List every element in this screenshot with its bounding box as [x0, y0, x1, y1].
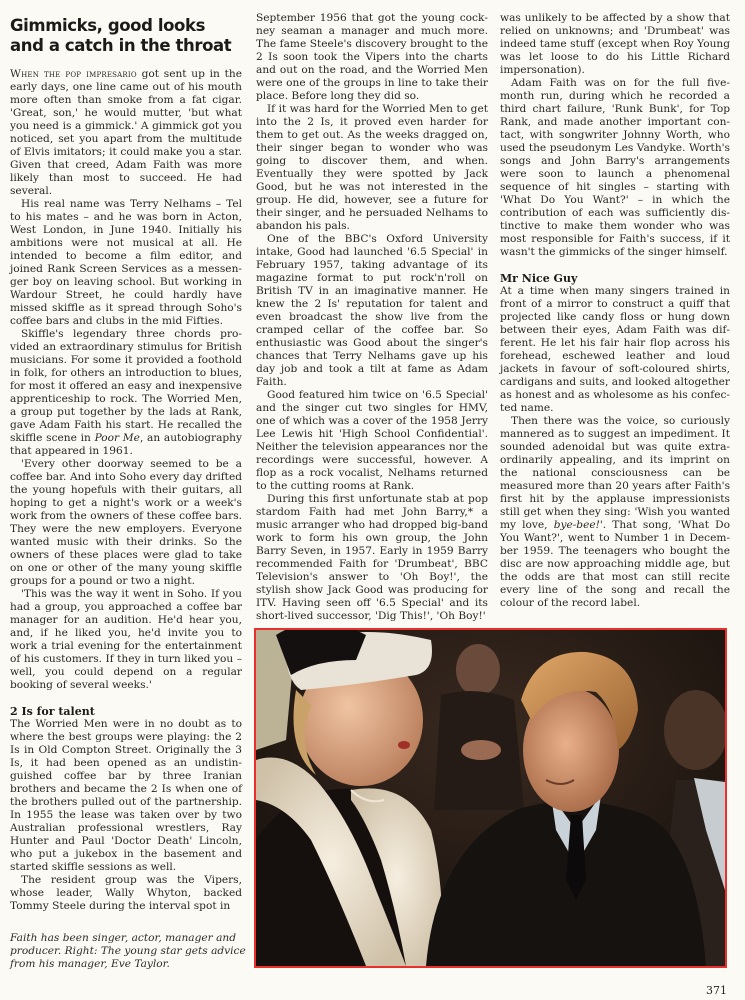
paragraph: At a time when many singers trained in front of a mirror to construct a quiff that projected like candy floss or hung down between their eyes, Adam Faith was different. He let his fair hair flop across his forehead, eschewed leather and loud jackets in favour of soft-coloured shirts, cardigans and suits, and looked altogether as honest and as wholesome as his confected name. [500, 285, 730, 414]
photo-caption: Faith has been singer, actor, manager and producer. Right: The young star gets advice from his manager, Eve Taylor. [10, 932, 246, 970]
paragraph-text: Then there was the voice, so curiously mannered as to suggest an impediment. It sounded adenoidal but was quite extraordinarily appealing, and its imprint on the national consciousness can be measured more than 20 years after Faith's first hit by the applause impressionists still get when they sing: 'Wish you wanted my love, [500, 415, 730, 531]
paragraph: 'Every other doorway seemed to be a coffee bar. And into Soho every day drifted the young hopefuls with their guitars, all hoping to get a night's work or a week's work from the owners of these coffee bars. They were the new employers. Everyone wanted music with their drinks. So the owners of these places were glad to take on one or other of the many young skiffle groups for a pound or two a night. [10, 458, 242, 587]
lead-in-small-caps: When the pop impresario [10, 68, 137, 80]
photo-faith-and-manager [254, 628, 727, 968]
paragraph: One of the BBC's Oxford University intake, Good had launched '6.5 Special' in February 1957, taking advantage of its magazine format to put rock'n'roll on British TV in an imaginative manner. He knew the 2 Is' reputation for talent and even broadcast the show live from the cramped cellar of the coffee bar. So enthusiastic was Good about the singer's chances that Terry Nelhams gave up his day job and took a tilt at fame as Adam Faith. [256, 233, 488, 388]
column-2 [256, 12, 488, 623]
paragraph: During this first unfortunate stab at pop stardom Faith had met John Barry,* a music arranger who had dropped big-band work to form his own group, the John Barry Seven, in 1957. Early in 1959 Barry recommended Faith for 'Drumbeat', BBC Television's answer to 'Oh Boy!', the stylish show Jack Good was producing for ITV. Having seen off '6.5 Special' and its short-lived successor, 'Dig This!', 'Oh Boy!' [256, 493, 488, 622]
lyric-emphasis: bye-bee! [553, 519, 600, 531]
paragraph: If it was hard for the Worried Men to get into the 2 Is, it proved even harder for them to get out. As the weeks dragged on, their singer began to wonder who was going to discover them, and when. Eventually they were spotted by Jack Good, but he was not interested in the group. He did, however, see a future for their singer, and he persuaded Nelhams to abandon his pals. [256, 103, 488, 232]
paragraph-text: , an autobiography that appeared in 1961. [10, 432, 242, 457]
paragraph: The resident group was the Vipers, whose leader, Wally Whyton, backed Tommy Steele during the interval spot in [10, 874, 242, 912]
column-1 [10, 12, 242, 913]
subheading-mr-nice-guy: Mr Nice Guy [500, 272, 578, 285]
paragraph: His real name was Terry Nelhams – Tel to his mates – and he was born in Acton, West London, in June 1940. Initially his ambitions were not musical at all. He intended to become a film editor, and joined Rank Screen Services as a messenger boy on leaving school. But working in Wardour Street, he could hardly have missed skiffle as it spread through Soho's coffee bars and clubs in the mid Fifties. [10, 198, 242, 327]
section-gap [10, 692, 242, 705]
page-number: 371 [706, 984, 727, 997]
column-3 [500, 12, 730, 610]
paragraph: The Worried Men were in no doubt as to where the best groups were playing: the 2 Is in Old Compton Street. Originally the 3 Is, it had been opened as an undistinguished coffee bar by three Iranian brothers and became the 2 Is when one of the brothers pulled out of the partnership. In 1955 the lease was taken over by two Australian professional wrestlers, Ray Hunter and Paul 'Doctor Death' Lincoln, who put a jukebox in the basement and started skiffle sessions as well. [10, 718, 242, 873]
paragraph [10, 68, 242, 198]
paragraph: was unlikely to be affected by a show that relied on unknowns; and 'Drumbeat' was indeed tame stuff (except when Roy Young was let loose to do his Little Richard impersonation). [500, 12, 730, 76]
paragraph [10, 328, 242, 458]
paragraph-text: got sent up in the early days, one line came out of his mouth more often than smoke from a fat cigar. 'Great, son,' he would mutter, 'but what you need is a gimmick.' A gimmick got you noticed, set you apart from the multitude of Elvis imitators; it could make you a star. Given that creed, Adam Faith was more likely than most to succeed. He had several. [10, 68, 242, 197]
paragraph: Good featured him twice on '6.5 Special' and the singer cut two singles for HMV, one of which was a cover of the 1958 Jerry Lee Lewis hit 'High School Confidential'. Neither the television appearances nor the recordings were successful, however. A flop as a rock vocalist, Nelhams returned to the cutting rooms at Rank. [256, 389, 488, 492]
paragraph: 'This was the way it went in Soho. If you had a group, you approached a coffee bar manager for an audition. He'd hear you, and, if he liked you, he'd invite you to work a trial evening for the entertainment of his customers. If they in turn liked you – well, you could depend on a regular booking of several weeks.' [10, 588, 242, 691]
paragraph: September 1956 that got the young cockney seaman a manager and much more. The fame Steele's discovery brought to the 2 Is soon took the Vipers into the charts and out on the road, and the Worried Men were one of the groups in line to take their place. Before long they did so. [256, 12, 488, 102]
paragraph-text: Skiffle's legendary three chords provided an extraordinary stimulus for British musicians. For some it provided a foothold in folk, for others an introduction to blues, for most it offered an easy and inexpensive apprenticeship to rock. The Worried Men, a group put together by the lads at Rank, gave Adam Faith his start. He recalled the skiffle scene in [10, 328, 242, 444]
paragraph-text: '. That song, 'What Do You Want?', went to Number 1 in December 1959. The teenagers who bought the disc are now approaching middle age, but the odds are that most can still recite every line of the song and recall the colour of the record label. [500, 519, 730, 609]
photo-illustration [256, 630, 725, 966]
paragraph [500, 415, 730, 610]
article-headline: Gimmicks, good looks and a catch in the throat [10, 16, 232, 55]
paragraph: Adam Faith was on for the full five-month run, during which he recorded a third chart failure, 'Runk Bunk', for Top Rank, and made another important contact, with songwriter Johnny Worth, who used the pseudonym Les Vandyke. Worth's songs and John Barry's arrangements were soon to launch a phenomenal sequence of hit singles – starting with 'What Do You Want?' – in which the contribution of each was sufficiently distinctive to make them wonder who was most responsible for Faith's success, if it wasn't the gimmicks of the singer himself. [500, 77, 730, 258]
subheading-2-is-for-talent: 2 Is for talent [10, 705, 95, 718]
section-gap [500, 259, 730, 272]
book-title: Poor Me [94, 432, 140, 444]
